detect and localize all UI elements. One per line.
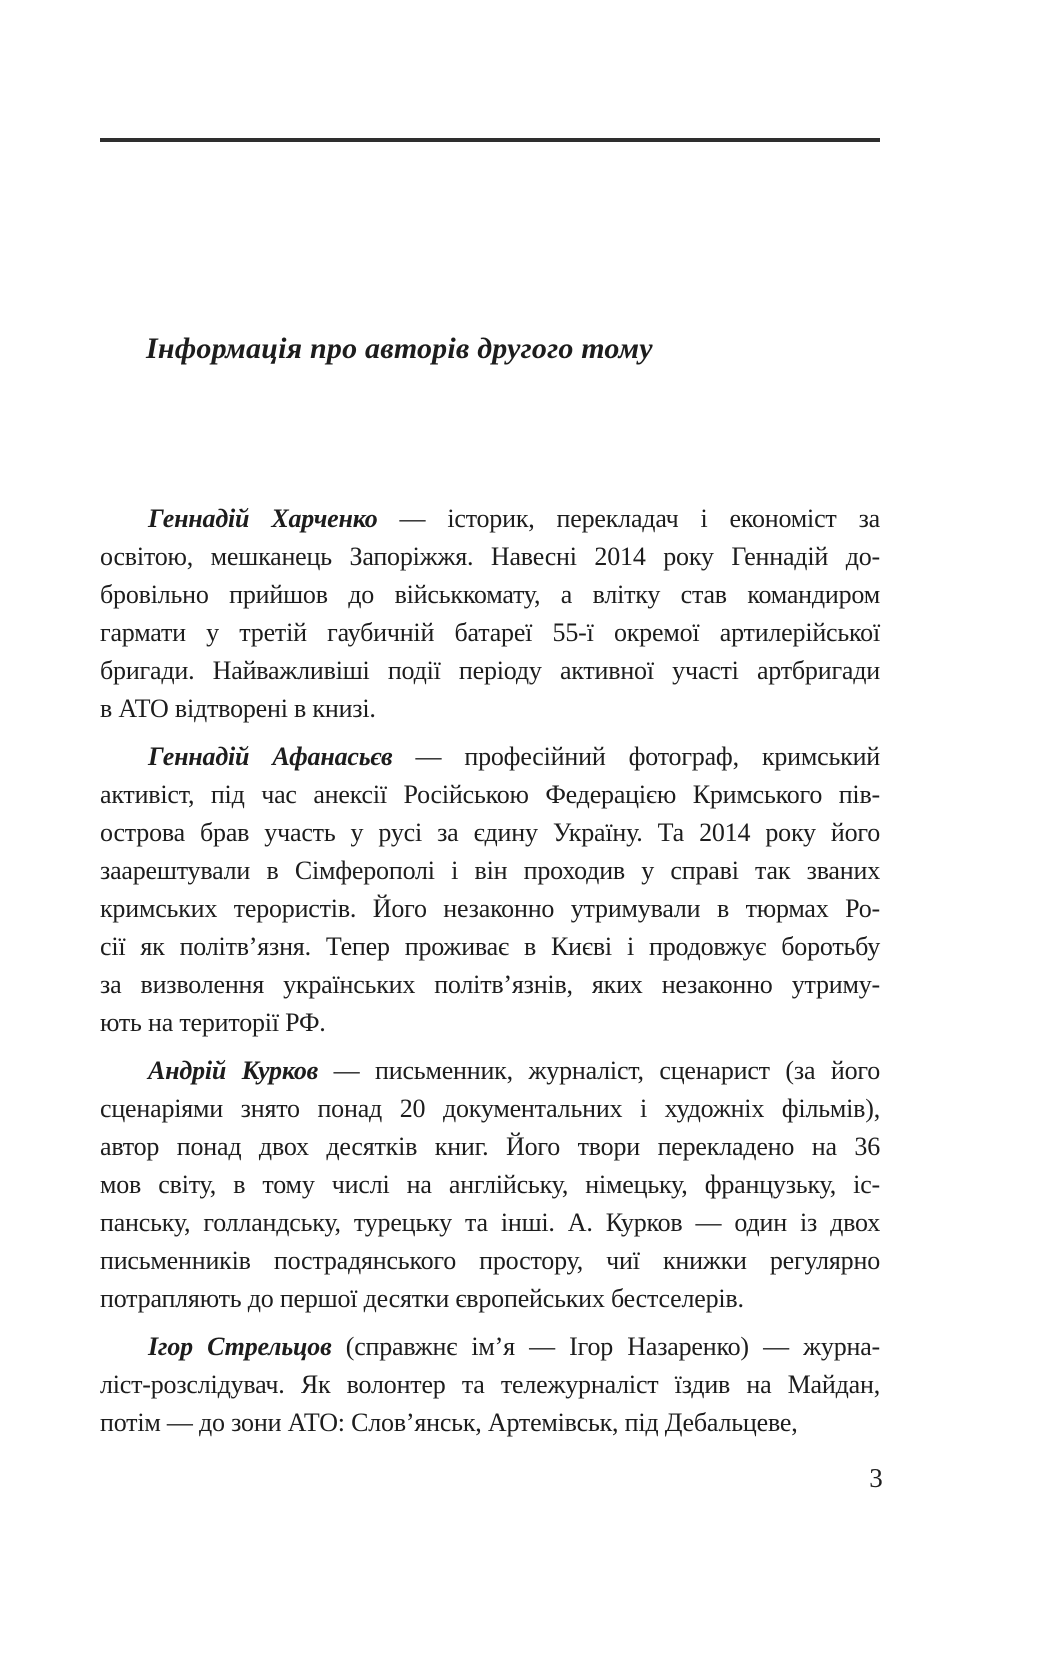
text-line: гармати у третій гаубичній батареї 55-ї окремої артилерійської [100,618,880,647]
text-line: сії як політв’язня. Тепер проживає в Києві і продовжує боротьбу [100,932,880,961]
text-line: острова брав участь у русі за єдину Україну. Та 2014 року його [100,818,880,847]
text-line: ють на території РФ. [100,1008,326,1037]
text-line: активіст, під час анексії Російською Федерацією Кримського пів- [100,780,880,809]
body-text [100,500,880,1452]
text-line: мов світу, в тому числі на англійську, німецьку, французьку, іс- [100,1170,880,1199]
text-line: панську, голландську, турецьку та інші. А. Курков — один із двох [100,1208,880,1237]
text-line: ліст-розслідувач. Як волонтер та тележурналіст їздив на Майдан, [100,1370,880,1399]
text-line: Геннадій Афанасьєв — професійний фотограф, кримський [148,742,880,771]
text-line: бровільно прийшов до військкомату, а влітку став командиром [100,580,880,609]
text-line: освітою, мешканець Запоріжжя. Навесні 2014 року Геннадій до- [100,542,880,571]
author-name: Геннадій Афанасьєв [148,742,393,771]
author-name: Геннадій Харченко [148,504,378,533]
text-line: бригади. Найважливіші події періоду активної участі артбригади [100,656,880,685]
text-line: кримських терористів. Його незаконно утримували в тюрмах Ро- [100,894,880,923]
text-line: заарештували в Сімферополі і він проходив у справі так званих [100,856,880,885]
text-line: автор понад двох десятків книг. Його твори перекладено на 36 [100,1132,880,1161]
text-line: Ігор Стрельцов (справжнє ім’я — Ігор Назаренко) — журна- [148,1332,881,1361]
text-line: за визволення українських політв’язнів, яких незаконно утриму- [100,970,880,999]
header-rule [100,138,880,142]
text-line: сценаріями знято понад 20 документальних і художніх фільмів), [100,1094,880,1123]
text-line: потім — до зони АТО: Слов’янськ, Артемівськ, під Дебальцеве, [100,1408,798,1437]
text-line: в АТО відтворені в книзі. [100,694,376,723]
text-line: Андрій Курков — письменник, журналіст, сценарист (за його [148,1056,880,1085]
author-paragraph [100,1328,880,1442]
author-paragraph [100,1052,880,1318]
text-line: потрапляють до першої десятки європейських бестселерів. [100,1284,744,1313]
author-name: Ігор Стрельцов [148,1332,332,1361]
author-name: Андрій Курков [148,1056,319,1085]
author-paragraph [100,500,880,728]
author-paragraph [100,738,880,1042]
page-number: 3 [869,1463,883,1493]
section-heading: Інформація про авторів другого тому [146,332,653,365]
text-line: Геннадій Харченко — історик, перекладач і економіст за [148,504,880,533]
text-line: письменників пострадянського простору, чиї книжки регулярно [100,1246,880,1275]
